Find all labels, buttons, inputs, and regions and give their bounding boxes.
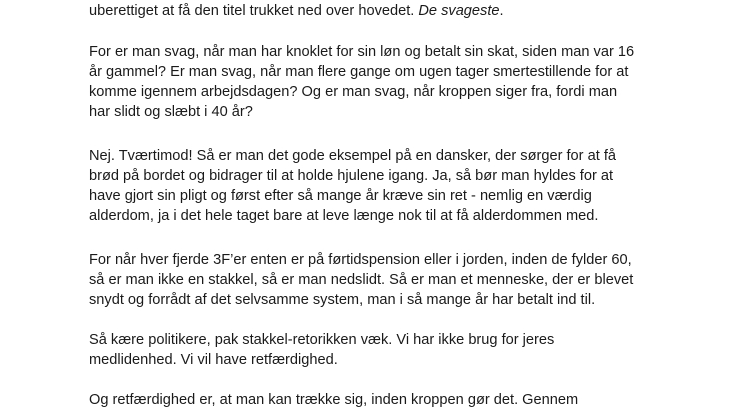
paragraph-5: [89, 330, 729, 370]
paragraph-2: [89, 42, 729, 122]
text-line: uberettiget at få den titel trukket ned over hovedet. De svageste.: [89, 3, 504, 19]
text-line: alderdom, ja i det hele taget bare at leve længe nok til at få alderdommen med.: [89, 208, 599, 224]
text-line: brød på bordet og bidrager til at holde hjulene igang. Ja, så bør man hyldes for at: [89, 168, 614, 184]
paragraph-4: [89, 250, 729, 310]
paragraph-3: [89, 146, 729, 226]
text-line: For når hver fjerde 3F’er enten er på førtidspension eller i jorden, inden de fylder 60,: [89, 252, 632, 268]
text-line: have gjort sin pligt og først efter så mange år kræve sin ret - nemlig en værdig: [89, 188, 592, 204]
text-line: år gammel? Er man svag, når man flere gange om ugen tager smertestillende for at: [89, 64, 629, 80]
text-line: Nej. Tværtimod! Så er man det gode eksempel på en dansker, der sørger for at få: [89, 148, 616, 164]
emphasis-text: De svageste: [418, 3, 500, 19]
text-line: så er man ikke en stakkel, så er man nedslidt. Så er man et menneske, der er blevet: [89, 272, 634, 288]
text-line: komme igennem arbejdsdagen? Og er man svag, når kroppen siger fra, fordi man: [89, 84, 618, 100]
paragraph-6: [89, 390, 729, 410]
text-line: Så kære politikere, pak stakkel-retorikken væk. Vi har ikke brug for jeres: [89, 332, 555, 348]
text-line: har slidt og slæbt i 40 år?: [89, 104, 253, 120]
text-line: medlidenhed. Vi vil have retfærdighed.: [89, 352, 338, 368]
text-line: Og retfærdighed er, at man kan trække sig, inden kroppen gør det. Gennem: [89, 392, 579, 408]
text-line: snydt og forrådt af det selvsamme system, man i så mange år har betalt ind til.: [89, 292, 596, 308]
text-line: For er man svag, når man har knoklet for sin løn og betalt sin skat, siden man var 16: [89, 44, 635, 60]
paragraph-1: [89, 1, 729, 21]
